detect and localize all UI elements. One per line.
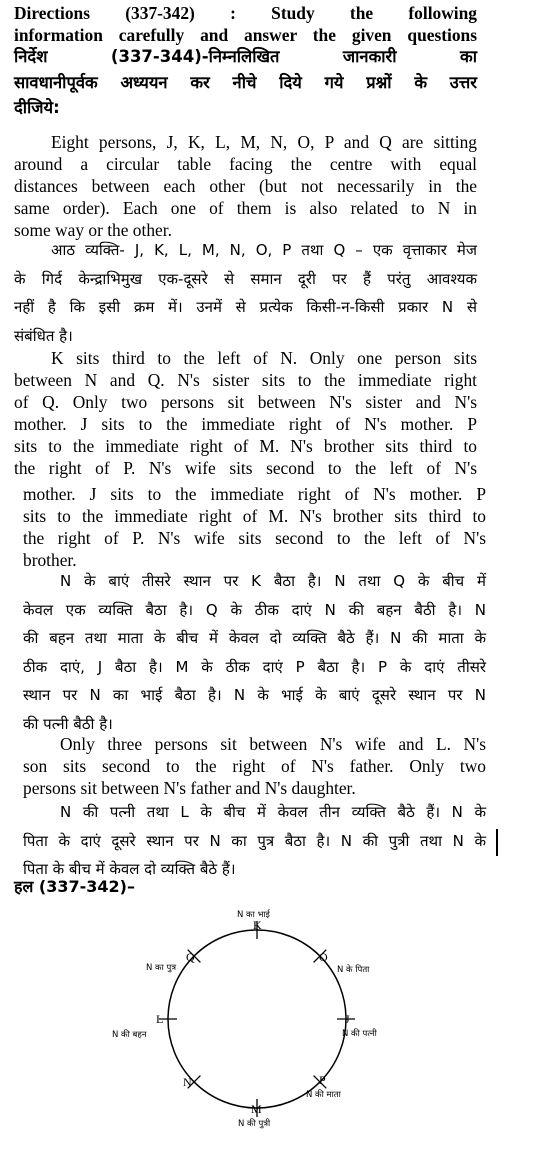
directions-hi-line: सावधानीपूर्वक अध्ययन कर नीचे दिये गये प्रश्नों के उत्तर bbox=[14, 72, 477, 92]
paragraph-line: mother. J sits to the immediate right of N's mother. P bbox=[23, 484, 486, 504]
paragraph-3-hindi bbox=[23, 798, 486, 884]
paragraph-line: N की पत्नी तथा L के बीच में केवल तीन व्यक्ति बैठे हैं। N के bbox=[60, 803, 486, 821]
paragraph-line: केवल एक व्यक्ति बैठा है। Q के ठीक दाएं N की बहन बैठी है। N bbox=[23, 600, 486, 619]
paragraph-line: between N and Q. N's sister sits to the immediate right bbox=[14, 370, 477, 390]
margin-bar bbox=[496, 829, 498, 856]
paragraph-line: son sits second to the right of N's father. Only two bbox=[23, 756, 486, 776]
paragraph-line: आठ व्यक्ति- J, K, L, M, N, O, P तथा Q – एक वृत्ताकार मेज bbox=[51, 241, 477, 259]
seat-letter: L bbox=[156, 1012, 164, 1026]
paragraph-1-english bbox=[14, 131, 477, 241]
paragraph-line: some way or the other. bbox=[14, 220, 172, 240]
paragraph-line: same order). Each one of them is also related to N in bbox=[14, 198, 477, 218]
seat-letter: J bbox=[345, 1012, 350, 1026]
paragraph-line: N के बाएं तीसरे स्थान पर K बैठा है। N तथा Q के बीच में bbox=[60, 572, 486, 590]
seat-letter: M bbox=[251, 1102, 262, 1116]
paragraph-line: distances between each other (but not necessarily in the bbox=[14, 176, 477, 196]
paragraph-line: the right of P. N's wife sits second to the left of N's bbox=[14, 458, 477, 478]
seat-letter: O bbox=[319, 950, 328, 964]
paragraph-1-hindi bbox=[14, 236, 477, 350]
paragraph-line: the right of P. N's wife sits second to the left of N's bbox=[23, 528, 486, 548]
paragraph-line: की बहन तथा माता के बीच में केवल दो व्यक्ति बैठे हैं। N की माता के bbox=[23, 629, 486, 648]
paragraph-line: पिता के बीच में केवल दो व्यक्ति बैठे हैं। bbox=[23, 860, 236, 878]
paragraph-line: Eight persons, J, K, L, M, N, O, P and Q are sitting bbox=[51, 132, 477, 152]
paragraph-line: sits to the immediate right of M. N's brother sits third to bbox=[23, 506, 486, 526]
seat-letter: Q bbox=[186, 950, 195, 964]
seat-relation: N का भाई bbox=[237, 910, 270, 920]
paragraph-line: स्थान पर N का भाई बैठा है। N के भाई के बाएं दूसरे स्थान पर N bbox=[23, 686, 486, 705]
paragraph-line: ठीक दाएं, J बैठा है। M के ठीक दाएं P बैठा है। P के दाएं तीसरे bbox=[23, 657, 486, 676]
directions-en-line: Directions (337-342) : Study the following bbox=[14, 3, 477, 23]
directions-en-line: information carefully and answer the given questions bbox=[14, 25, 477, 45]
paragraph-line: पिता के दाएं दूसरे स्थान पर N का पुत्र बैठा है। N की पुत्री तथा N के bbox=[23, 831, 486, 850]
seat-relation: N की पत्नी bbox=[342, 1029, 377, 1039]
seat-relation: N के पिता bbox=[337, 965, 370, 975]
paragraph-line: K sits third to the left of N. Only one person sits bbox=[51, 348, 477, 368]
paragraph-2-english bbox=[14, 347, 477, 479]
paragraph-2-hindi bbox=[23, 567, 486, 739]
directions-hi-line: निर्देश (337-344)-निम्नलिखित जानकारी का bbox=[14, 47, 477, 66]
paragraph-line: की पत्नी बैठी है। bbox=[23, 714, 113, 733]
paragraph-line: के गिर्द केन्द्राभिमुख एक-दूसरे से समान दूरी पर हैं परंतु आवश्यक bbox=[14, 269, 477, 288]
seat-relation: N की पुत्री bbox=[238, 1119, 271, 1129]
seating-diagram bbox=[0, 896, 539, 1168]
directions-hindi bbox=[14, 44, 477, 121]
paragraph-line: नहीं है कि इसी क्रम में। उनमें से प्रत्येक किसी-न-किसी प्रकार N से bbox=[14, 298, 477, 316]
paragraph-line: संबंधित है। bbox=[14, 326, 73, 345]
paragraph-2b-english bbox=[23, 483, 486, 571]
paragraph-line: around a circular table facing the centre with equal bbox=[14, 154, 477, 174]
directions-hi-line: दीजिये: bbox=[14, 98, 60, 117]
paragraph-3-english bbox=[23, 733, 486, 799]
paragraph-line: of Q. Only two persons sit between N's sister and N's bbox=[14, 392, 477, 412]
paragraph-line: sits to the immediate right of M. N's brother sits third to bbox=[14, 436, 477, 456]
seat-letter: P bbox=[319, 1073, 326, 1087]
seat-relation: N का पुत्र bbox=[146, 963, 177, 973]
paragraph-line: brother. bbox=[23, 550, 77, 570]
seat-letter: N bbox=[183, 1075, 192, 1089]
solution-heading: हल (337-342)– bbox=[14, 877, 135, 896]
seat-letter: K bbox=[253, 918, 262, 932]
paragraph-line: Only three persons sit between N's wife and L. N's bbox=[60, 734, 486, 754]
directions-english bbox=[14, 2, 477, 46]
paragraph-line: persons sit between N's father and N's daughter. bbox=[23, 778, 356, 798]
seat-relation: N की माता bbox=[306, 1090, 341, 1100]
paragraph-line: mother. J sits to the immediate right of N's mother. P bbox=[14, 414, 477, 434]
seat-relation: N की बहन bbox=[112, 1030, 147, 1040]
